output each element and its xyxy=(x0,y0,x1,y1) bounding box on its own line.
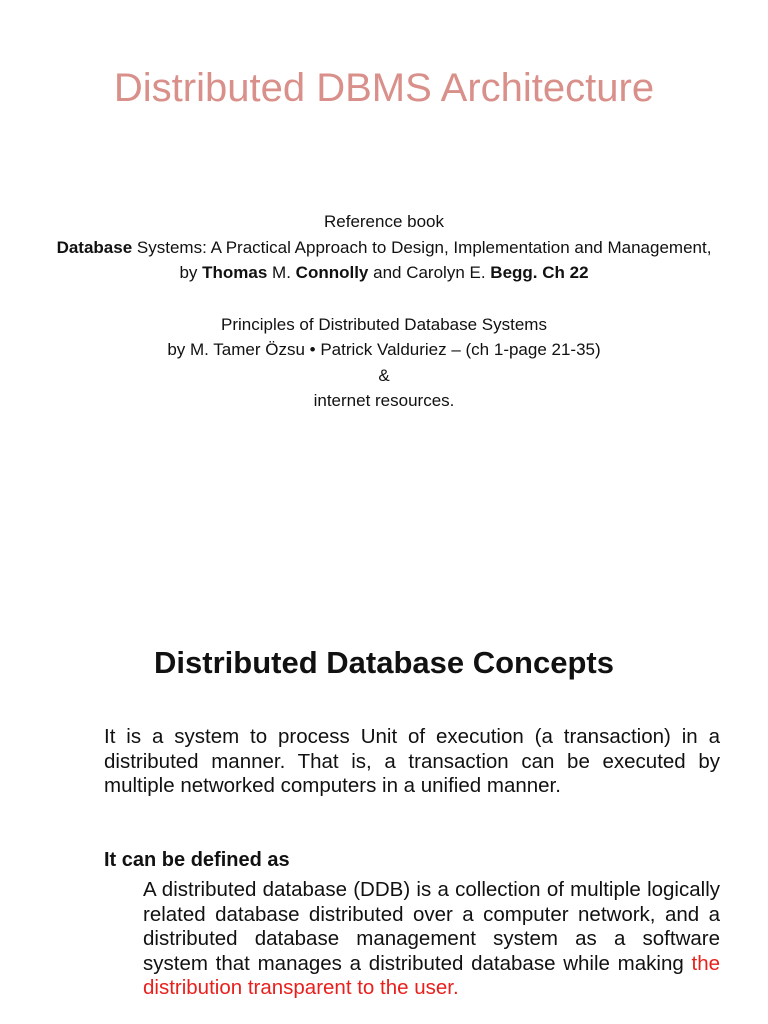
definition-paragraph xyxy=(143,878,720,1001)
slide-heading: Distributed Database Concepts xyxy=(154,645,614,680)
book1-by: by xyxy=(179,263,203,282)
book1-title-line xyxy=(0,235,768,261)
reference-label: Reference book xyxy=(323,212,445,231)
slide-ddb-concepts xyxy=(0,610,768,1024)
internet-resources: internet resources. xyxy=(313,391,455,410)
book1-author3-chapter-bold: Begg. Ch 22 xyxy=(490,263,589,282)
ampersand: & xyxy=(378,365,390,385)
references-block xyxy=(0,209,768,414)
slide-title: Distributed DBMS Architecture xyxy=(113,66,655,110)
definition-text: A distributed database (DDB) is a collection of multiple logically related database distributed over a computer network, and a distributed database management system as a software system that manages a distributed database while making xyxy=(143,878,720,975)
book1-authors-line xyxy=(0,260,768,286)
book1-title-bold: Database xyxy=(56,237,133,257)
book1-author2-bold: Connolly xyxy=(295,263,369,282)
book1-author3-first: and Carolyn E. xyxy=(368,263,491,282)
defined-label: It can be defined as xyxy=(104,849,290,871)
intro-paragraph: It is a system to process Unit of execution (a transaction) in a distributed manner. That is, a transaction can be executed by multiple networked computers in a unified manner. xyxy=(104,725,720,798)
book2-authors-line: by M. Tamer Özsu • Patrick Valduriez – (ch 1-page 21-35) xyxy=(167,340,601,359)
book1-author1-bold: Thomas xyxy=(202,263,268,282)
book2-title-line: Principles of Distributed Database Systems xyxy=(221,314,547,334)
book1-title-rest: Systems: A Practical Approach to Design, Implementation and Management, xyxy=(132,237,712,257)
book1-author1-rest: M. xyxy=(267,263,296,282)
definition-highlight: the distribution transparent to the user. xyxy=(143,951,720,1000)
